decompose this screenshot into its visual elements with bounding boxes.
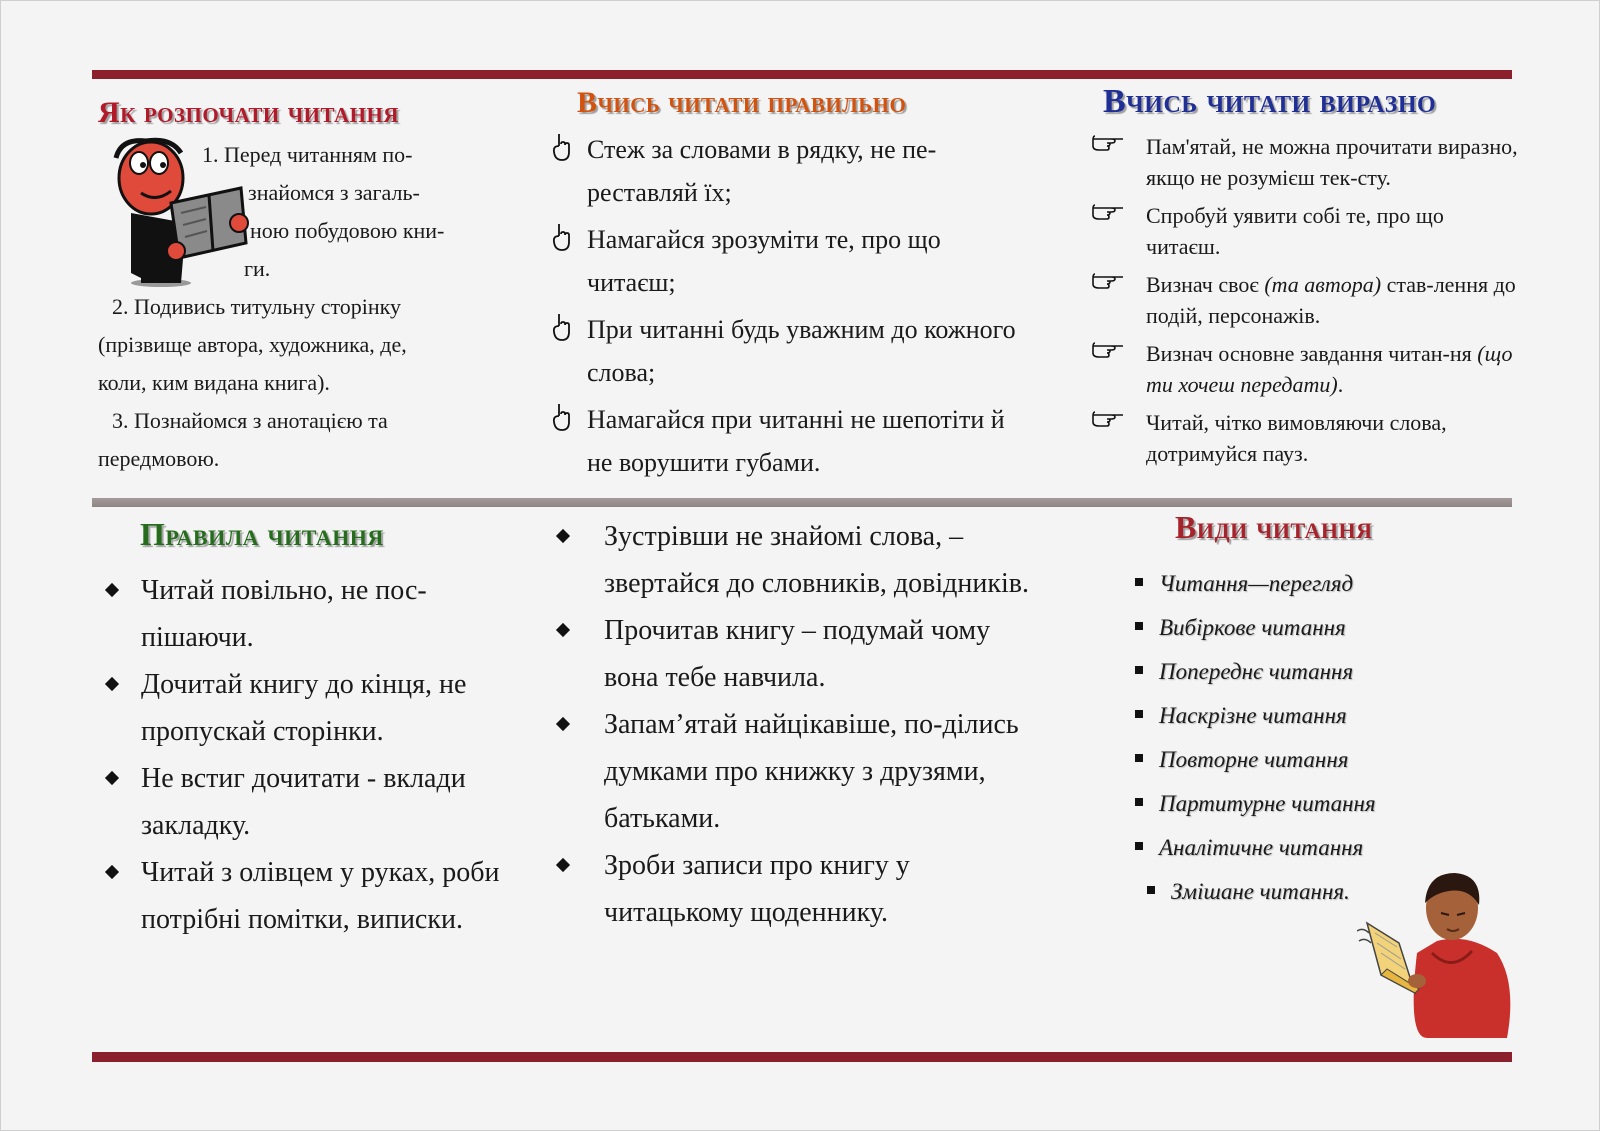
list-item (98, 755, 518, 849)
diamond-bullet-icon (556, 858, 570, 872)
step-2-line: 2. Подивись титульну сторінку (112, 294, 402, 319)
step-3 (98, 402, 498, 478)
square-bullet-icon (1135, 666, 1143, 674)
diamond-bullet-icon (105, 865, 119, 879)
section-reading-rules (98, 516, 518, 943)
list-item-text: Стеж за словами в рядку, не пе-реставляй їх; (587, 135, 937, 207)
boy-reading-illustration (1357, 863, 1517, 1038)
text-part: став-лення до подій, персонажів. (1146, 272, 1516, 328)
diamond-bullet-icon (556, 717, 570, 731)
text-part: . (1337, 372, 1344, 397)
list-item (1119, 782, 1519, 826)
list-item (1119, 650, 1519, 694)
pointing-hand-icon (549, 222, 573, 252)
diamond-bullet-icon (105, 583, 119, 597)
list-item-text: Читання—перегляд (1159, 571, 1354, 596)
list-item (549, 218, 1029, 304)
text-emphasis: (що ти хочеш передати) (1146, 341, 1513, 397)
read-correctly-list (549, 128, 1029, 484)
list-item (549, 513, 1029, 607)
square-bullet-icon (1135, 622, 1143, 630)
list-item (1091, 338, 1521, 400)
list-item (549, 607, 1029, 701)
list-item (98, 849, 518, 943)
list-item (549, 398, 1029, 484)
list-item-text: Прочитав книгу – подумай чому вона тебе навчила. (604, 615, 991, 693)
section-reading-rules-heading: Правила читання (140, 516, 384, 552)
text-emphasis: (та автора) (1264, 272, 1382, 297)
list-item (549, 308, 1029, 394)
list-item-text: Змішане читання. (1171, 879, 1350, 904)
diamond-bullet-icon (556, 529, 570, 543)
list-item-text: Читай з олівцем у руках, роби потрібні помітки, виписки. (141, 857, 500, 935)
list-item-text: Зустрівши не знайомі слова, – звертайся до словників, довідників. (604, 521, 1029, 599)
list-item-text: Вибіркове читання (1159, 615, 1346, 640)
pointing-finger-icon (1091, 338, 1125, 360)
step-3-line: 3. Познайомся з анотацією та (112, 408, 388, 433)
diamond-bullet-icon (105, 771, 119, 785)
list-item-text: Запам’ятай найцікавіше, по-ділись думками про книжку з друзями, батьками. (604, 709, 1019, 834)
list-item-text: Читай, чітко вимовляючи слова, дотримуйся пауз. (1146, 410, 1447, 466)
step-1-line: 1. Перед читанням по- (202, 142, 413, 167)
square-bullet-icon (1135, 798, 1143, 806)
list-item-text: Зроби записи про книгу у читацькому щоденнику. (604, 850, 910, 928)
list-item (549, 701, 1029, 842)
section-read-expressively-heading: Вчись читати виразно (1103, 83, 1437, 120)
step-3-line: передмовою. (98, 446, 220, 471)
list-item-text: Наскрізне читання (1159, 703, 1347, 728)
list-item (1119, 562, 1519, 606)
pointing-hand-icon (549, 312, 573, 342)
list-item-text: Аналітичне читання (1159, 835, 1364, 860)
square-bullet-icon (1135, 710, 1143, 718)
section-read-correctly-heading: Вчись читати правильно (577, 86, 907, 119)
list-item (1091, 200, 1521, 262)
list-item (549, 842, 1029, 936)
pointing-finger-icon (1091, 407, 1125, 429)
list-item (98, 567, 518, 661)
step-1-line: ною побудовою кни- (250, 218, 445, 243)
reading-rules-continued-list (549, 513, 1029, 936)
list-item-text: Партитурне читання (1159, 791, 1376, 816)
list-item-text: Попереднє читання (1159, 659, 1354, 684)
list-item-text: Пам'ятай, не можна прочитати виразно, якщо не розумієш тек-сту. (1146, 134, 1518, 190)
pointing-finger-icon (1091, 200, 1125, 222)
diamond-bullet-icon (556, 623, 570, 637)
list-item-text (1146, 272, 1516, 328)
pointing-hand-icon (549, 402, 573, 432)
section-reading-types-heading: Види читання (1175, 509, 1373, 545)
list-item-text: Не встиг дочитати - вклади закладку. (141, 763, 466, 841)
bottom-divider (92, 1052, 1512, 1062)
step-2-line: коли, ким видана книга). (98, 370, 330, 395)
list-item-text: Повторне читання (1159, 747, 1349, 772)
list-item-text: Спробуй уявити собі те, про що читаєш. (1146, 203, 1444, 259)
list-item (1119, 606, 1519, 650)
list-item-text: Намагайся зрозуміти те, про що читаєш; (587, 225, 941, 297)
section-read-correctly (549, 86, 1029, 488)
section-read-expressively (1091, 83, 1521, 476)
top-divider (92, 70, 1512, 79)
list-item (549, 128, 1029, 214)
list-item (1091, 131, 1521, 193)
read-expressively-list (1091, 131, 1521, 469)
list-item-text: Читай повільно, не пос-пішаючи. (141, 575, 427, 653)
text-part: Визнач своє (1146, 272, 1265, 297)
square-bullet-icon (1135, 578, 1143, 586)
list-item-text: Дочитай книгу до кінця, не пропускай сторінки. (141, 669, 467, 747)
pointing-hand-icon (549, 132, 573, 162)
list-item-text (1146, 341, 1512, 397)
list-item (1119, 694, 1519, 738)
section-reading-rules-continued (549, 513, 1029, 936)
square-bullet-icon (1135, 754, 1143, 762)
list-item (1119, 738, 1519, 782)
reading-rules-list (98, 567, 518, 943)
reading-types-list (1119, 562, 1519, 914)
text-part: Визнач основне завдання читан-ня (1146, 341, 1478, 366)
list-item (98, 661, 518, 755)
square-bullet-icon (1147, 886, 1155, 894)
list-item-text: Намагайся при читанні не шепотіти й не ворушити губами. (587, 405, 1005, 477)
cartoon-reader-illustration (101, 133, 251, 288)
pointing-finger-icon (1091, 269, 1125, 291)
diamond-bullet-icon (105, 677, 119, 691)
step-2 (98, 288, 498, 402)
step-1-line: ги. (244, 256, 271, 281)
step-1-line: знайомся з загаль- (248, 180, 420, 205)
pointing-finger-icon (1091, 131, 1125, 153)
list-item (1091, 269, 1521, 331)
section-how-to-start-heading: Як розпочати читання (98, 96, 399, 129)
square-bullet-icon (1135, 842, 1143, 850)
middle-divider (92, 498, 1512, 507)
step-2-line: (прізвище автора, художника, де, (98, 332, 407, 357)
section-reading-types (1119, 509, 1519, 914)
list-item-text: При читанні будь уважним до кожного слова; (587, 315, 1016, 387)
list-item (1091, 407, 1521, 469)
